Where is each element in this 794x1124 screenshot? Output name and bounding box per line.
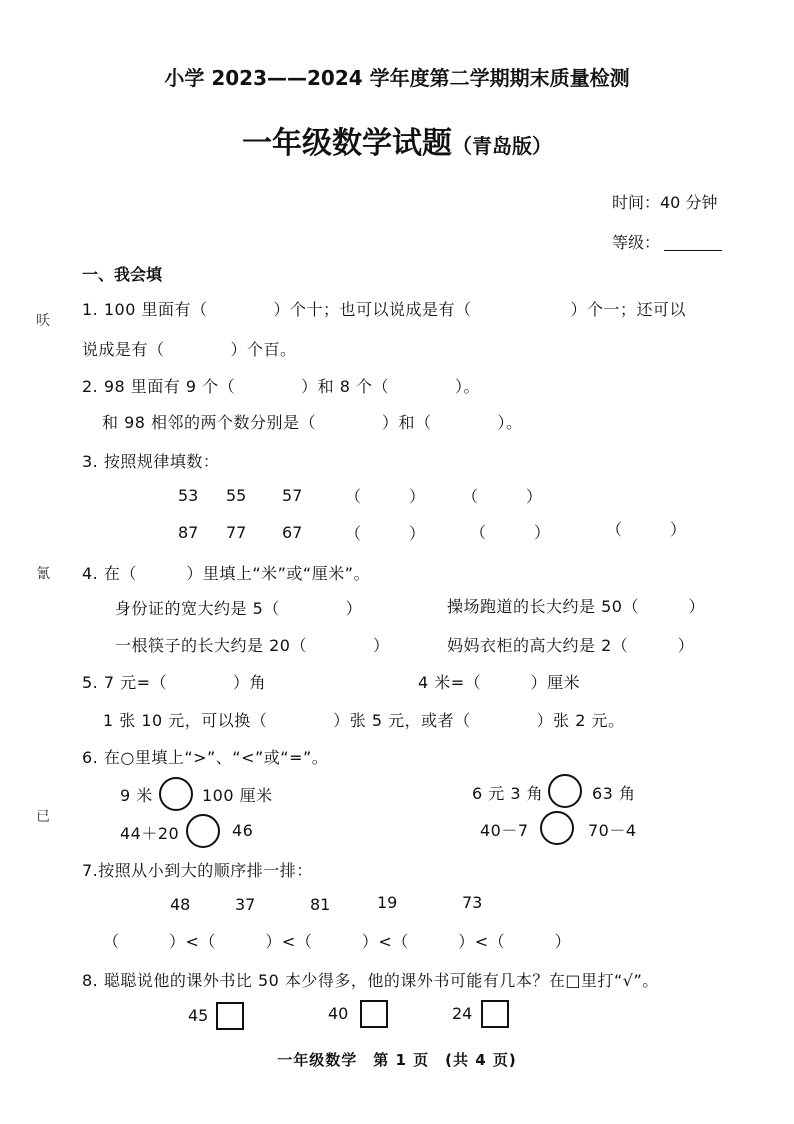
choice-checkbox[interactable] — [216, 1002, 244, 1030]
question-4-title: 4. 在（ ）里填上“米”或“厘米”。 — [82, 564, 371, 583]
sequence-blank[interactable]: （ ） — [470, 523, 551, 542]
sort-number: 48 — [170, 895, 191, 914]
question-8-title: 8. 聪聪说他的课外书比 50 本少得多，他的课外书可能有几本？在□里打“√”。 — [82, 971, 659, 990]
sort-number: 81 — [310, 895, 331, 914]
choice-checkbox[interactable] — [481, 1000, 509, 1028]
question-2-line-1: 2. 98 里面有 9 个（ ）和 8 个（ ）。 — [82, 377, 481, 396]
question-4-c: 一根筷子的长大约是 20（ ） — [115, 636, 390, 655]
question-4-b: 操场跑道的长大约是 50（ ） — [447, 597, 705, 616]
question-5-line-2: 1 张 10 元，可以换（ ）张 5 元，或者（ ）张 2 元。 — [103, 711, 625, 730]
question-1-line-1: 1. 100 里面有（ ）个十；也可以说成是有（ ）个一；还可以 — [82, 300, 686, 319]
margin-mark: 已 — [36, 809, 50, 825]
exam-header-line: 小学 2023——2024 学年度第二学期期末质量检测 — [164, 66, 630, 90]
sequence-blank[interactable]: （ ） — [345, 524, 426, 543]
compare-right: 100 厘米 — [202, 786, 273, 805]
question-2-line-2: 和 98 相邻的两个数分别是（ ）和（ ）。 — [102, 413, 523, 432]
sort-answer-line[interactable]: （ ）<（ ）<（ ）<（ ）<（ ） — [103, 932, 572, 951]
margin-mark: 㕭 — [36, 313, 50, 329]
compare-circle[interactable] — [186, 814, 220, 848]
question-4-d: 妈妈衣柜的高大约是 2（ ） — [447, 636, 695, 655]
exam-title-text: 一年级数学试题 — [242, 126, 452, 161]
exam-grade — [612, 230, 722, 253]
sequence-item: 55 — [226, 486, 247, 505]
exam-time: 时间：40 分钟 — [612, 193, 718, 212]
grade-label: 等级： — [612, 233, 661, 252]
question-5-a: 5. 7 元=（ ）角 — [82, 673, 267, 692]
sequence-item: 67 — [282, 523, 303, 542]
compare-right: 63 角 — [592, 784, 636, 803]
page-footer: 一年级数学 第 1 页 (共 4 页) — [277, 1051, 517, 1069]
question-1-line-2: 说成是有（ ）个百。 — [82, 340, 297, 359]
sequence-blank[interactable]: （ ） — [606, 520, 687, 539]
sequence-blank[interactable]: （ ） — [345, 487, 426, 506]
section-title: 一、我会填 — [82, 265, 163, 284]
sequence-item: 53 — [178, 486, 199, 505]
choice-number: 24 — [452, 1004, 473, 1023]
choice-checkbox[interactable] — [360, 1000, 388, 1028]
choice-number: 45 — [188, 1006, 209, 1025]
sequence-item: 77 — [226, 523, 247, 542]
compare-left: 40－7 — [480, 821, 529, 840]
exam-title — [0, 118, 794, 162]
question-5-b: 4 米=（ ）厘米 — [418, 673, 581, 692]
grade-blank[interactable] — [664, 250, 722, 251]
compare-circle[interactable] — [159, 777, 193, 811]
question-6-title: 6. 在○里填上“>”、“<”或“=”。 — [82, 748, 329, 767]
sequence-item: 57 — [282, 486, 303, 505]
question-4-a: 身份证的宽大约是 5（ ） — [115, 599, 363, 618]
compare-circle[interactable] — [540, 811, 574, 845]
compare-left: 9 米 — [120, 786, 153, 805]
compare-left: 6 元 3 角 — [472, 784, 544, 803]
margin-mark: 氰 — [36, 566, 50, 582]
sequence-item: 87 — [178, 523, 199, 542]
compare-circle[interactable] — [548, 774, 582, 808]
sort-number: 19 — [377, 893, 398, 912]
sort-number: 37 — [235, 895, 256, 914]
sort-number: 73 — [462, 893, 483, 912]
question-7-title: 7.按照从小到大的顺序排一排： — [82, 861, 313, 880]
sequence-blank[interactable]: （ ） — [462, 487, 543, 506]
question-3-title: 3. 按照规律填数： — [82, 452, 220, 471]
compare-left: 44＋20 — [120, 824, 180, 843]
choice-number: 40 — [328, 1004, 349, 1023]
compare-right: 70－4 — [588, 821, 637, 840]
compare-right: 46 — [232, 821, 254, 840]
exam-edition: （青岛版） — [452, 134, 552, 158]
